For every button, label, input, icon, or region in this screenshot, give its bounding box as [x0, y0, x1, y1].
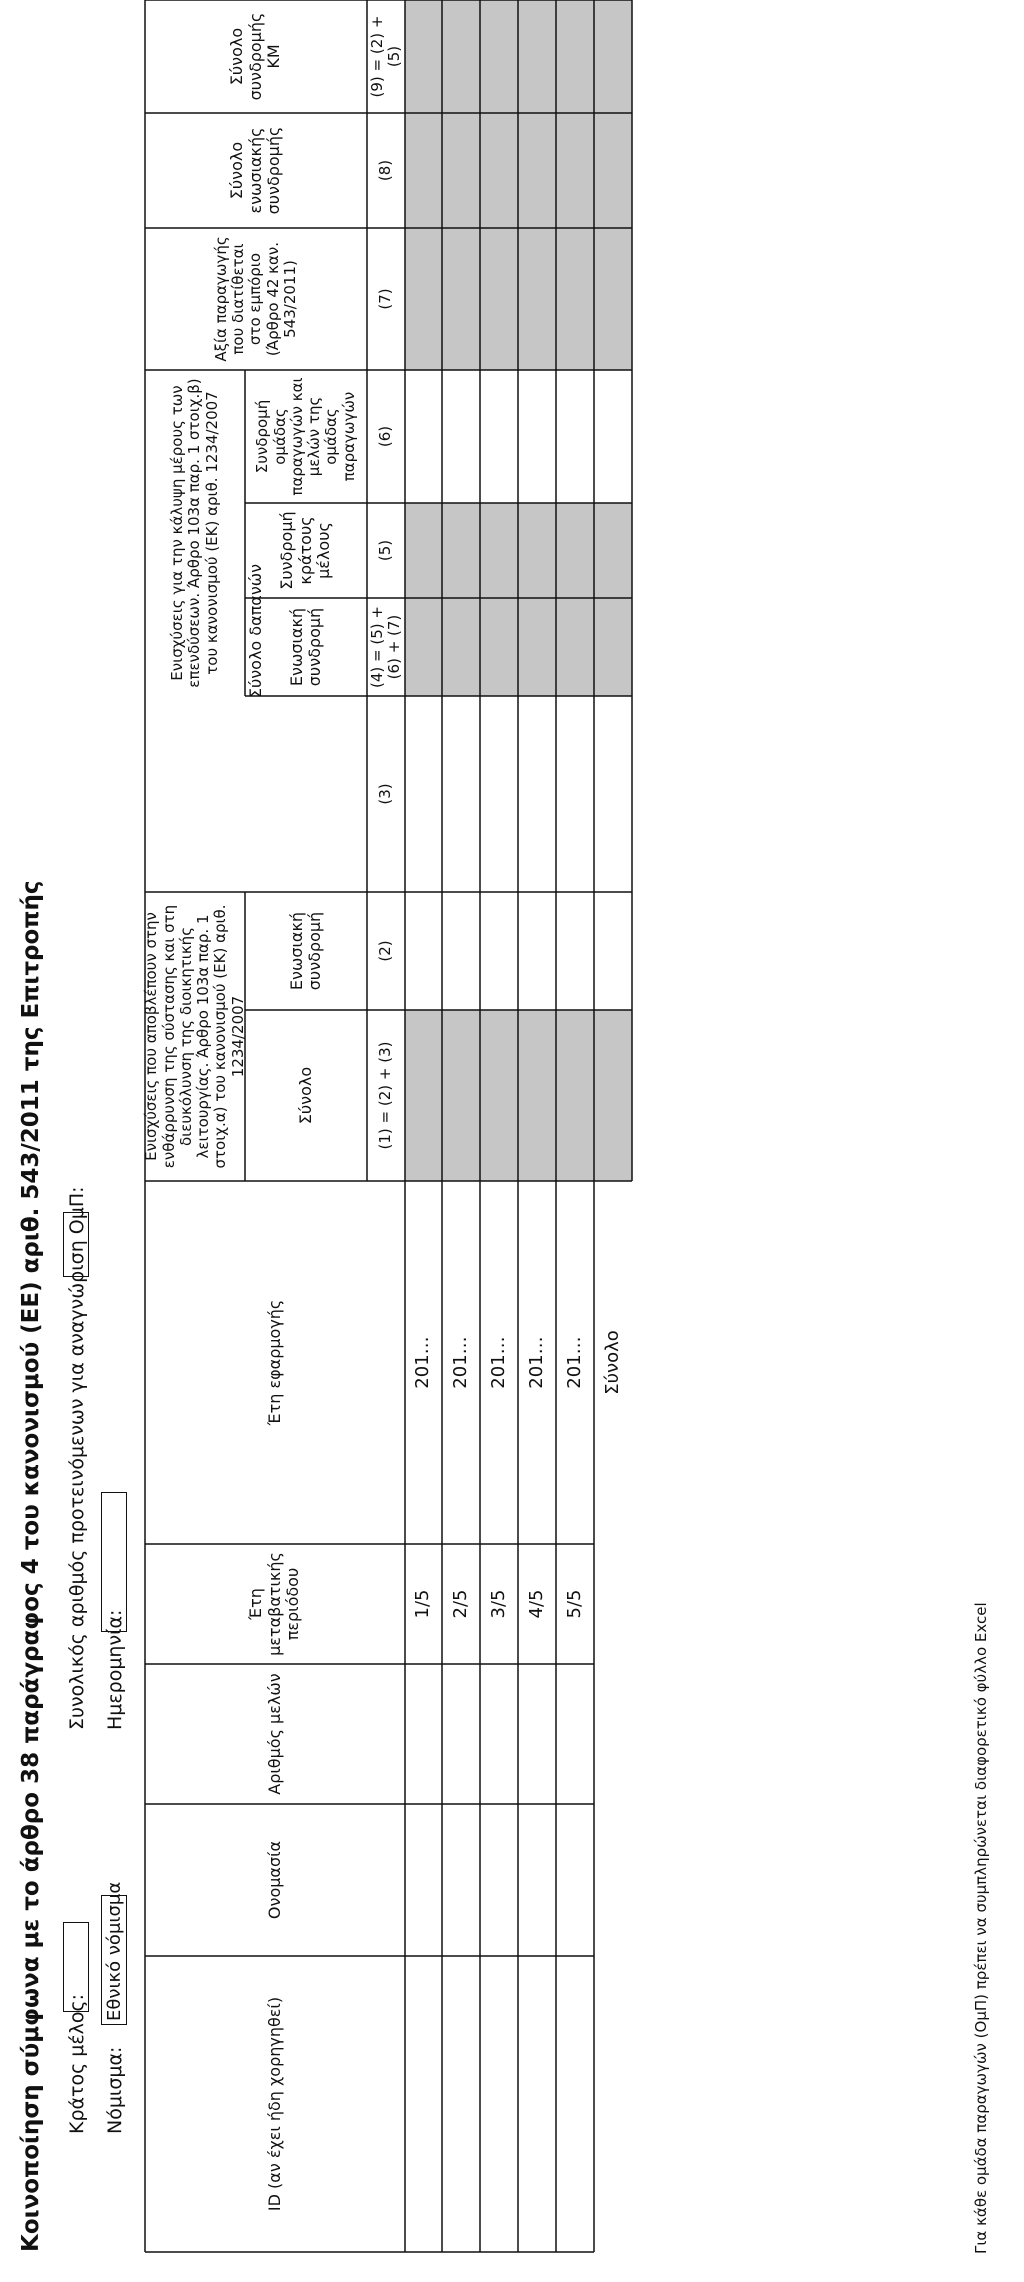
formula-1: (1) = (2) + (3): [376, 1041, 395, 1150]
member-state-label: Κράτος μέλος:: [66, 1993, 88, 2134]
row-4-period: 4/5: [525, 1589, 547, 1619]
row-5-year[interactable]: 201…: [563, 1336, 585, 1389]
currency-field[interactable]: Εθνικό νόμισμα: [101, 1895, 127, 2025]
header-g2-eu: Ενωσιακή συνδρομή: [286, 607, 324, 687]
row-3-period: 3/5: [487, 1589, 509, 1619]
header-g2-group: Συνδρομή ομάδας παραγωγών και μελών της ομάδας παραγωγών: [253, 377, 358, 496]
row-1-year[interactable]: 201…: [412, 1336, 434, 1389]
row-2-year[interactable]: 201…: [449, 1336, 471, 1389]
header-total-ms: Σύνολο συνδρομής ΚΜ: [227, 12, 284, 101]
row-3-year[interactable]: 201…: [487, 1336, 509, 1389]
header-marketed-value: Αξία παραγωγής που διατίθεται στο εμπόριο (Άρθρο 42 καν. 543/2011): [211, 236, 299, 362]
formula-7: (7): [376, 288, 395, 310]
formula-6: (6): [376, 425, 395, 448]
date-label: Ημερομηνία:: [104, 1609, 126, 1730]
header-total-costs: Σύνολο δαπανών: [245, 563, 265, 699]
currency-label: Νόμισμα:: [104, 2046, 126, 2134]
header-g1-total: Σύνολο: [295, 1066, 315, 1125]
formula-4: (4) = (5) + (6) + (7): [367, 606, 403, 688]
total-row-label: Σύνολο: [601, 1330, 623, 1395]
formula-5: (5): [376, 539, 395, 562]
header-id: ID (αν έχει ήδη χορηγηθεί): [264, 1996, 284, 2212]
header-g1-eu: Ενωσιακή συνδρομή: [286, 911, 324, 991]
header-name: Ονομασία: [264, 1840, 284, 1920]
row-5-period: 5/5: [563, 1589, 585, 1619]
row-1-period: 1/5: [412, 1589, 434, 1619]
row-2-period: 2/5: [449, 1589, 471, 1619]
header-transition-years: Έτη μεταβατικής περιόδου: [246, 1552, 303, 1656]
page-title: Κοινοποίηση σύμφωνα με το άρθρο 38 παράγραφος 4 του κανονισμού (ΕΕ) αριθ. 543/2011 της Επιτροπής: [18, 880, 44, 2252]
total-po-label: Συνολικός αριθμός προτεινόμενων για αναγνώριση ΟμΠ:: [66, 1186, 88, 1730]
row-4-year[interactable]: 201…: [525, 1336, 547, 1389]
footnote: Για κάθε ομάδα παραγωγών (ΟμΠ) πρέπει να συμπληρώνεται διαφορετικό φύλλο Excel: [972, 1602, 990, 2254]
header-group-investment-aid: Ενισχύσεις για την κάλυψη μέρους των επενδύσεων. Άρθρο 103α παρ. 1 στοιχ.β) του κανονισμού (ΕΚ) αριθ. 1234/2007: [168, 378, 221, 688]
formula-9: (9) = (2) + (5): [367, 15, 403, 98]
formula-8: (8): [376, 159, 395, 182]
formula-2: (2): [376, 940, 395, 962]
header-g2-ms: Συνδρομή κράτους μέλους: [277, 511, 334, 590]
formula-3: (3): [376, 783, 395, 805]
header-total-eu: Σύνολο ενωσιακής συνδρομής: [227, 126, 284, 215]
header-group-formation-aid: Ενισχύσεις που αποβλέπουν στην ενθάρρυνση της σύστασης και στη διευκόλυνση της διοικητικής λειτουργίας. Άρθρο 103α παρ. 1 στοιχ.α) του κανονισμού (ΕΚ) αριθ. 1234/2007: [142, 904, 247, 1169]
header-application-years: Έτη εφαρμογής: [264, 1299, 284, 1426]
header-members: Αριθμός μελών: [264, 1673, 284, 1795]
